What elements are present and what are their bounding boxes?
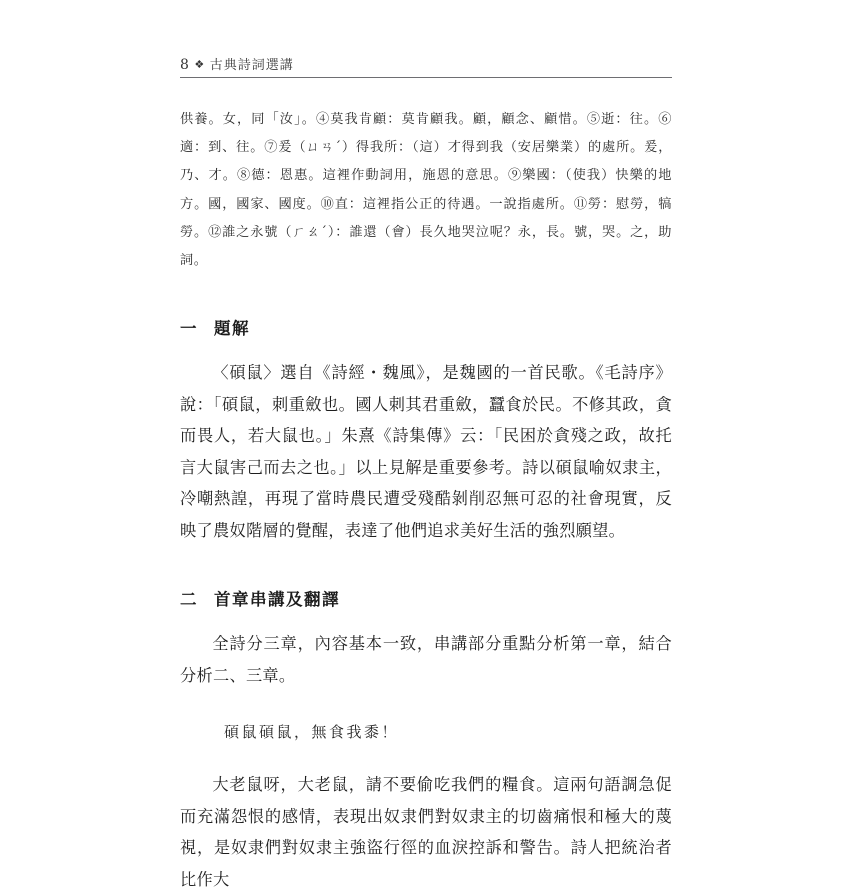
section-title-2: 首章串講及翻譯 xyxy=(214,590,340,610)
header-rule xyxy=(180,77,672,78)
quoted-verse-line: 碩鼠碩鼠，無食我黍！ xyxy=(224,723,400,742)
floret-ornament-icon: ❖ xyxy=(194,58,205,71)
section-heading-2 xyxy=(180,586,672,610)
section-1-paragraph-1: 〈碩鼠〉選自《詩經・魏風》，是魏國的一首民歌。《毛詩序》說：「碩鼠，刺重斂也。國人刺其君重斂，蠶食於民。不修其政，貪而畏人，若大鼠也。」朱熹《詩集傳》云：「民困於貪殘之政，故托言大鼠害己而去之也。」以上見解是重要參考。詩以碩鼠喻奴隶主，冷嘲熱諻，再現了當時農民遭受殘酷剝削忍無可忍的社會現實，反映了農奴階層的覺醒，表達了他們追求美好生活的強烈願望。 xyxy=(180,363,672,540)
section-number-1: 一 xyxy=(180,319,198,339)
section-2-paragraph-1: 全詩分三章，內容基本一致，串講部分重點分析第一章，結合分析二、三章。 xyxy=(180,634,672,685)
content-column xyxy=(180,106,672,895)
book-title: 古典詩詞選講 xyxy=(209,58,294,73)
running-head xyxy=(180,54,672,78)
running-head-line xyxy=(180,54,672,77)
section-heading-1 xyxy=(180,315,672,339)
section-number-2: 二 xyxy=(180,590,198,610)
section-2-paragraph-2: 大老鼠呀，大老鼠，請不要偷吃我們的糧食。這兩句語調急促而充滿怨恨的感情，表現出奴隶們對奴隶主的切齒痛恨和極大的蔑視，是奴隶們對奴隶主強盜行徑的血淚控訴和警告。詩人把統治者比作大 xyxy=(180,775,672,889)
page-number: 8 xyxy=(180,57,190,73)
section-title-1: 題解 xyxy=(214,319,250,339)
annotation-block: 供養。女，同「汝」。④莫我肯顧：莫肯顧我。顧，顧念、顧惜。⑤逝：往。⑥適：到、往。⑦爰（ㄩㄢˊ）得我所：（這）才得到我（安居樂業）的處所。爰，乃、才。⑧德：恩惠。這裡作動詞用，施恩的意思。⑨樂國：（使我）快樂的地方。國，國家、國度。⑩直：這裡指公正的待遇。一說指處所。⑪勞：慰勞，犒勞。⑫誰之永號（ㄏㄠˊ）：誰還（會）長久地哭泣呢？永，長。號，哭。之，助詞。 xyxy=(180,112,672,269)
